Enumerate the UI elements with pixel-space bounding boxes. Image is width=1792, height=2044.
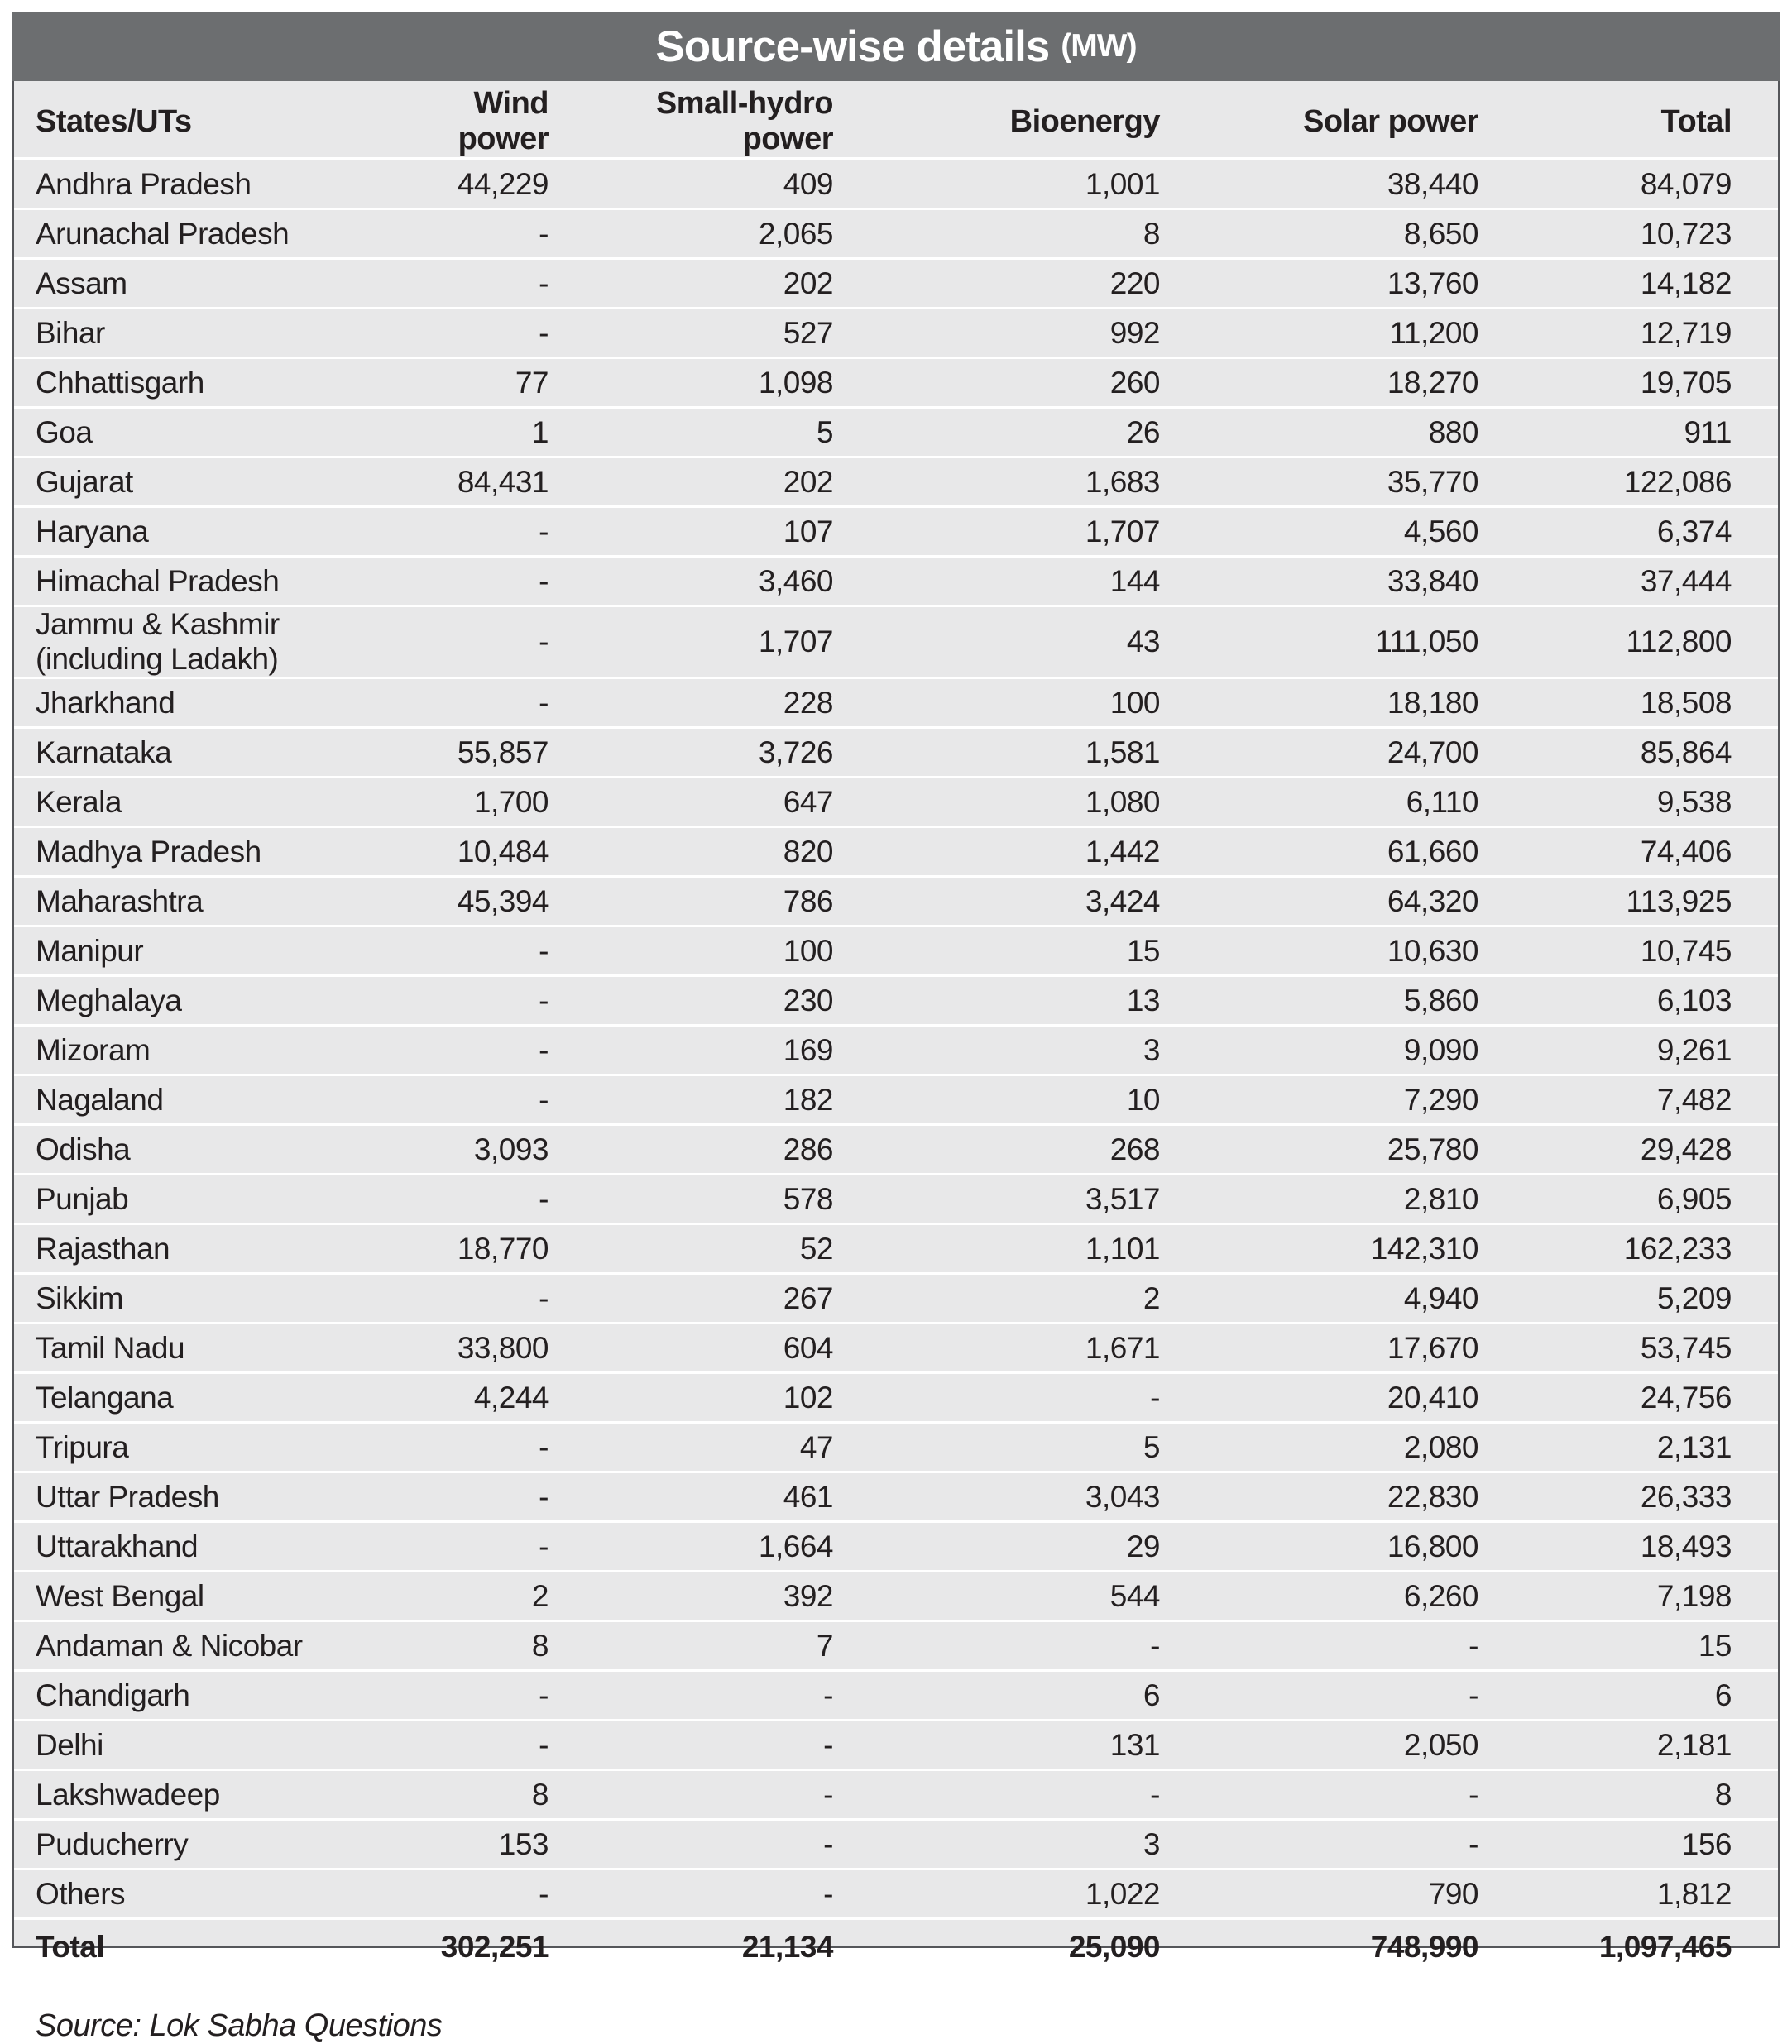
table-header [14,81,1778,159]
column-header-solar: Solar power [1206,81,1525,159]
bioenergy-value-cell: 1,707 [879,507,1206,557]
total-value-cell: 162,233 [1525,1224,1778,1274]
state-cell: Uttarakhand [14,1522,403,1572]
bioenergy-value-cell: 268 [879,1125,1206,1175]
small-hydro-value-cell: 604 [595,1324,879,1373]
bioenergy-value-cell: 26 [879,408,1206,457]
wind-value-cell: 3,093 [403,1125,595,1175]
state-cell: Tripura [14,1423,403,1472]
wind-value-cell: 4,244 [403,1373,595,1423]
state-cell: West Bengal [14,1572,403,1621]
column-header-total: Total [1525,81,1778,159]
small-hydro-value-cell: 5 [595,408,879,457]
total-value-cell: 6 [1525,1671,1778,1721]
table-body-panel [12,81,1780,2043]
bioenergy-value-cell: 6 [879,1671,1206,1721]
total-value-cell: 6,374 [1525,507,1778,557]
table-row [14,728,1778,778]
total-wind-value-cell: 302,251 [403,1919,595,1976]
solar-value-cell: 17,670 [1206,1324,1525,1373]
small-hydro-value-cell: 527 [595,309,879,358]
total-total-value-cell: 1,097,465 [1525,1919,1778,1976]
small-hydro-value-cell: 647 [595,778,879,827]
table-row [14,1224,1778,1274]
table-row [14,1671,1778,1721]
table-row [14,1373,1778,1423]
bioenergy-value-cell: 2 [879,1274,1206,1324]
total-value-cell: 1,812 [1525,1869,1778,1919]
small-hydro-value-cell: 107 [595,507,879,557]
bioenergy-value-cell: 220 [879,259,1206,309]
wind-value-cell: - [403,209,595,259]
total-value-cell: 12,719 [1525,309,1778,358]
table-title-unit: (MW) [1061,28,1137,64]
small-hydro-value-cell: 3,460 [595,557,879,606]
state-cell: Tamil Nadu [14,1324,403,1373]
source-note: Source: Lok Sabha Questions [36,2008,443,2043]
wind-value-cell: - [403,309,595,358]
table-row [14,1721,1778,1770]
table-row [14,1869,1778,1919]
table-row [14,159,1778,209]
solar-value-cell: 20,410 [1206,1373,1525,1423]
solar-value-cell: 2,810 [1206,1175,1525,1224]
wind-value-cell: - [403,1472,595,1522]
state-cell: Himachal Pradesh [14,557,403,606]
bioenergy-value-cell: 992 [879,309,1206,358]
total-state-cell: Total [14,1919,403,1976]
total-value-cell: 10,745 [1525,926,1778,976]
wind-value-cell: - [403,507,595,557]
bioenergy-value-cell: 8 [879,209,1206,259]
solar-value-cell: 9,090 [1206,1026,1525,1075]
table-row [14,827,1778,877]
small-hydro-value-cell: 230 [595,976,879,1026]
table-row [14,1125,1778,1175]
solar-value-cell: 2,080 [1206,1423,1525,1472]
state-cell: Jammu & Kashmir (including Ladakh) [14,606,403,678]
small-hydro-value-cell: 786 [595,877,879,926]
small-hydro-value-cell: 267 [595,1274,879,1324]
total-value-cell: 85,864 [1525,728,1778,778]
state-cell: Nagaland [14,1075,403,1125]
total-value-cell: 113,925 [1525,877,1778,926]
total-value-cell: 122,086 [1525,457,1778,507]
solar-value-cell: - [1206,1621,1525,1671]
table-row [14,1175,1778,1224]
total-value-cell: 7,482 [1525,1075,1778,1125]
state-cell: Gujarat [14,457,403,507]
bioenergy-value-cell: 10 [879,1075,1206,1125]
bioenergy-value-cell: - [879,1621,1206,1671]
small-hydro-value-cell: 3,726 [595,728,879,778]
wind-value-cell: 2 [403,1572,595,1621]
small-hydro-value-cell: 202 [595,259,879,309]
solar-value-cell: 142,310 [1206,1224,1525,1274]
solar-value-cell: 33,840 [1206,557,1525,606]
wind-value-cell: 8 [403,1770,595,1820]
table-row [14,1522,1778,1572]
column-header-small-hydro: Small-hydro power [595,81,879,159]
wind-value-cell: - [403,1423,595,1472]
state-cell: Kerala [14,778,403,827]
solar-value-cell: 10,630 [1206,926,1525,976]
small-hydro-value-cell: 7 [595,1621,879,1671]
state-cell: Sikkim [14,1274,403,1324]
bioenergy-value-cell: 43 [879,606,1206,678]
wind-value-cell: - [403,557,595,606]
table-row [14,606,1778,678]
table-title: Source-wise details [655,22,1050,71]
bioenergy-value-cell: 1,001 [1085,166,1160,201]
small-hydro-value-cell: 182 [595,1075,879,1125]
wind-value-cell: 55,857 [403,728,595,778]
solar-value-cell: - [1206,1671,1525,1721]
wind-value-cell: - [403,1869,595,1919]
small-hydro-value-cell: 1,664 [595,1522,879,1572]
wind-value-cell: 84,431 [403,457,595,507]
small-hydro-value-cell: - [595,1721,879,1770]
bioenergy-value-cell: - [879,1770,1206,1820]
total-value-cell: 18,508 [1525,678,1778,728]
small-hydro-value-cell: - [595,1820,879,1869]
small-hydro-value-cell: 578 [595,1175,879,1224]
bioenergy-value-cell: 1,683 [879,457,1206,507]
wind-value-cell: - [403,926,595,976]
total-value-cell: 9,261 [1525,1026,1778,1075]
wind-value-cell: - [403,976,595,1026]
small-hydro-value-cell: 820 [595,827,879,877]
table-row [14,1026,1778,1075]
total-value-cell: 37,444 [1525,557,1778,606]
table-row [14,507,1778,557]
bioenergy-value-cell: 1,671 [879,1324,1206,1373]
wind-value-cell: - [403,678,595,728]
state-cell: Assam [14,259,403,309]
column-header-states: States/UTs [14,81,403,159]
state-cell: Karnataka [14,728,403,778]
small-hydro-value-cell: 286 [595,1125,879,1175]
state-cell: Maharashtra [14,877,403,926]
state-cell: Rajasthan [14,1224,403,1274]
wind-value-cell: - [403,1075,595,1125]
table-title-bar [12,12,1780,81]
bioenergy-value-cell: 3,043 [879,1472,1206,1522]
total-value-cell: 6,103 [1525,976,1778,1026]
small-hydro-value-cell: 228 [595,678,879,728]
total-value-cell: 24,756 [1525,1373,1778,1423]
total-value-cell: 10,723 [1525,209,1778,259]
solar-value-cell: 7,290 [1206,1075,1525,1125]
bioenergy-value-cell: 3,424 [879,877,1206,926]
solar-value-cell: 4,940 [1206,1274,1525,1324]
table-rows [14,159,1778,1976]
table-row [14,926,1778,976]
state-cell: Meghalaya [14,976,403,1026]
solar-value-cell: 790 [1206,1869,1525,1919]
table-row [14,457,1778,507]
solar-value-cell: 25,780 [1206,1125,1525,1175]
total-value-cell: 15 [1525,1621,1778,1671]
state-cell: Delhi [14,1721,403,1770]
solar-value-cell: 6,260 [1206,1572,1525,1621]
wind-value-cell: 44,229 [457,166,549,201]
wind-value-cell: - [403,1522,595,1572]
bioenergy-value-cell: - [879,1373,1206,1423]
bioenergy-value-cell: 1,101 [879,1224,1206,1274]
wind-value-cell: 10,484 [403,827,595,877]
small-hydro-value-cell: - [595,1770,879,1820]
small-hydro-value-cell: 47 [595,1423,879,1472]
wind-value-cell: 45,394 [403,877,595,926]
solar-value-cell: 35,770 [1206,457,1525,507]
state-cell: Andhra Pradesh [36,166,252,201]
wind-value-cell: - [403,1274,595,1324]
solar-value-cell: 13,760 [1206,259,1525,309]
total-row [14,1919,1778,1976]
bioenergy-value-cell: 1,442 [879,827,1206,877]
small-hydro-value-cell: 52 [595,1224,879,1274]
wind-value-cell: 153 [403,1820,595,1869]
total-value-cell: 911 [1525,408,1778,457]
total-value-cell: 9,538 [1525,778,1778,827]
table-row [14,209,1778,259]
total-solar-value-cell: 748,990 [1206,1919,1525,1976]
wind-value-cell: 8 [403,1621,595,1671]
state-cell: Andaman & Nicobar [14,1621,403,1671]
table-row [14,678,1778,728]
table-row [14,1820,1778,1869]
total-value-cell: 6,905 [1525,1175,1778,1224]
table-row [14,1075,1778,1125]
solar-value-cell: 16,800 [1206,1522,1525,1572]
table-row [14,259,1778,309]
state-cell: Others [14,1869,403,1919]
table-row [14,1472,1778,1522]
solar-value-cell: 6,110 [1206,778,1525,827]
table-row [14,1324,1778,1373]
state-cell: Madhya Pradesh [14,827,403,877]
small-hydro-value-cell: - [595,1869,879,1919]
column-header-wind: Wind power [403,81,595,159]
state-cell: Haryana [14,507,403,557]
bioenergy-value-cell: 100 [879,678,1206,728]
header-row [14,81,1778,159]
small-hydro-value-cell: 100 [595,926,879,976]
solar-value-cell: 24,700 [1206,728,1525,778]
solar-value-cell: - [1206,1770,1525,1820]
total-value-cell: 2,131 [1525,1423,1778,1472]
state-cell: Chandigarh [14,1671,403,1721]
small-hydro-value-cell: 461 [595,1472,879,1522]
total-value-cell: 74,406 [1525,827,1778,877]
table-row [14,1621,1778,1671]
total-value-cell: 18,493 [1525,1522,1778,1572]
total-value-cell: 7,198 [1525,1572,1778,1621]
solar-value-cell: 18,270 [1206,358,1525,408]
state-cell: Punjab [14,1175,403,1224]
total-small-hydro-value-cell: 21,134 [595,1919,879,1976]
table-row [14,358,1778,408]
source-wise-details-table-card [12,12,1780,2043]
bioenergy-value-cell: 144 [879,557,1206,606]
solar-value-cell: 18,180 [1206,678,1525,728]
table-row [14,1572,1778,1621]
table-row [14,778,1778,827]
small-hydro-value-cell: 1,707 [595,606,879,678]
total-value-cell: 5,209 [1525,1274,1778,1324]
solar-value-cell: 22,830 [1206,1472,1525,1522]
bioenergy-value-cell: 544 [879,1572,1206,1621]
total-value-cell: 29,428 [1525,1125,1778,1175]
solar-value-cell: 5,860 [1206,976,1525,1026]
small-hydro-value-cell: 2,065 [595,209,879,259]
state-cell: Puducherry [14,1820,403,1869]
state-cell: Mizoram [14,1026,403,1075]
solar-value-cell: 4,560 [1206,507,1525,557]
bioenergy-value-cell: 1,080 [879,778,1206,827]
state-cell: Telangana [14,1373,403,1423]
solar-value-cell: 38,440 [1387,166,1478,201]
wind-value-cell: - [403,1026,595,1075]
small-hydro-value-cell: 202 [595,457,879,507]
table-row [14,877,1778,926]
wind-value-cell: 1,700 [403,778,595,827]
bioenergy-value-cell: 29 [879,1522,1206,1572]
total-value-cell: 53,745 [1525,1324,1778,1373]
total-bioenergy-value-cell: 25,090 [879,1919,1206,1976]
table-row [14,408,1778,457]
state-cell: Uttar Pradesh [14,1472,403,1522]
small-hydro-value-cell: 1,098 [595,358,879,408]
source-wise-table [14,81,1778,1977]
state-cell: Arunachal Pradesh [14,209,403,259]
bioenergy-value-cell: 3 [879,1820,1206,1869]
small-hydro-value-cell: 169 [595,1026,879,1075]
wind-value-cell: - [403,1721,595,1770]
bioenergy-value-cell: 260 [879,358,1206,408]
wind-value-cell: - [403,1175,595,1224]
total-value-cell: 14,182 [1525,259,1778,309]
wind-value-cell: 18,770 [403,1224,595,1274]
small-hydro-value-cell: 392 [595,1572,879,1621]
total-value-cell: 112,800 [1525,606,1778,678]
bioenergy-value-cell: 3 [879,1026,1206,1075]
total-value-cell: 26,333 [1525,1472,1778,1522]
solar-value-cell: 64,320 [1206,877,1525,926]
wind-value-cell: 77 [403,358,595,408]
solar-value-cell: 8,650 [1206,209,1525,259]
state-cell: Odisha [14,1125,403,1175]
total-value-cell: 19,705 [1525,358,1778,408]
bioenergy-value-cell: 1,581 [879,728,1206,778]
solar-value-cell: 111,050 [1206,606,1525,678]
wind-value-cell: 33,800 [403,1324,595,1373]
wind-value-cell: - [403,1671,595,1721]
solar-value-cell: 2,050 [1206,1721,1525,1770]
state-cell: Jharkhand [14,678,403,728]
bioenergy-value-cell: 15 [879,926,1206,976]
table-row [14,309,1778,358]
small-hydro-value-cell: 102 [595,1373,879,1423]
solar-value-cell: 61,660 [1206,827,1525,877]
wind-value-cell: - [403,606,595,678]
table-row [14,1274,1778,1324]
small-hydro-value-cell: 409 [783,166,833,201]
total-value-cell: 156 [1525,1820,1778,1869]
table-row [14,557,1778,606]
bioenergy-value-cell: 131 [879,1721,1206,1770]
small-hydro-value-cell: - [595,1671,879,1721]
bioenergy-value-cell: 13 [879,976,1206,1026]
solar-value-cell: - [1206,1820,1525,1869]
table-row [14,1770,1778,1820]
state-cell: Goa [14,408,403,457]
state-cell: Manipur [14,926,403,976]
wind-value-cell: - [403,259,595,309]
solar-value-cell: 880 [1206,408,1525,457]
solar-value-cell: 11,200 [1206,309,1525,358]
column-header-bioenergy: Bioenergy [879,81,1206,159]
bioenergy-value-cell: 5 [879,1423,1206,1472]
state-cell: Bihar [14,309,403,358]
state-cell: Chhattisgarh [14,358,403,408]
total-value-cell: 8 [1525,1770,1778,1820]
bioenergy-value-cell: 3,517 [879,1175,1206,1224]
table-row [14,976,1778,1026]
total-value-cell: 2,181 [1525,1721,1778,1770]
state-cell: Lakshwadeep [14,1770,403,1820]
table-row [14,1423,1778,1472]
total-value-cell: 84,079 [1640,166,1732,201]
bioenergy-value-cell: 1,022 [879,1869,1206,1919]
wind-value-cell: 1 [403,408,595,457]
